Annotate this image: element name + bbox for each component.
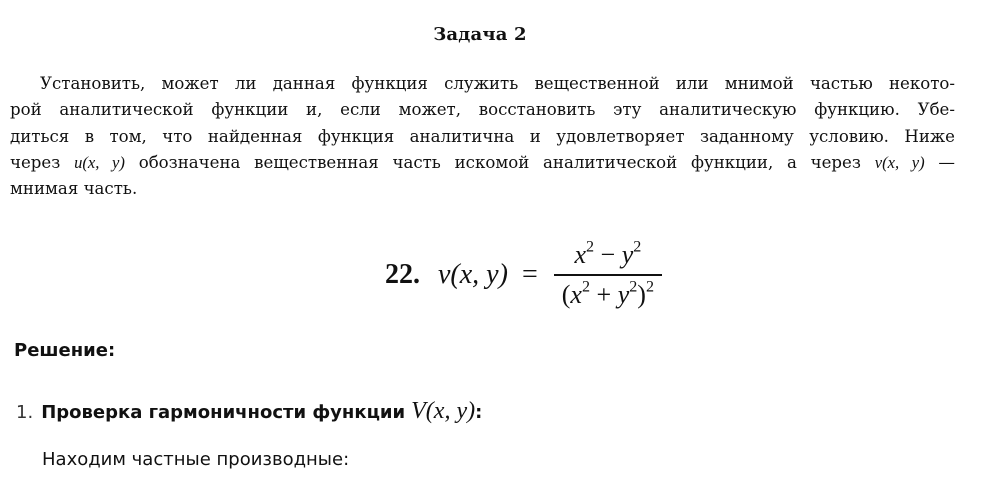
problem-line bbox=[10, 150, 955, 176]
numerator-var: x bbox=[574, 240, 586, 270]
step-description: Находим частные производные: bbox=[42, 449, 350, 470]
numerator-exponent: 2 bbox=[633, 238, 642, 256]
problem-text-segment: через bbox=[10, 152, 61, 172]
equals-sign: = bbox=[521, 259, 538, 290]
formula-lhs: v(x, y) bbox=[438, 259, 508, 290]
plus-sign: + bbox=[590, 279, 618, 309]
problem-statement bbox=[10, 71, 955, 202]
problem-line: Установить, может ли данная функция служить вещественной или мнимой частью некото- bbox=[40, 74, 955, 93]
fraction bbox=[554, 240, 662, 310]
paren-close: ) bbox=[637, 279, 646, 309]
step-colon: : bbox=[475, 402, 483, 423]
denominator-exponent: 2 bbox=[581, 278, 591, 296]
problem-text-segment: — bbox=[938, 152, 955, 172]
solution-step bbox=[16, 398, 482, 425]
problem-text-segment: обозначена вещественная часть искомой аналитической функции, а через bbox=[138, 152, 861, 172]
denominator-exponent: 2 bbox=[629, 278, 638, 296]
numerator-var: y bbox=[621, 240, 634, 270]
given-function-formula bbox=[385, 240, 662, 310]
denominator-var: y bbox=[617, 279, 630, 309]
step-function-symbol: V(x, y) bbox=[411, 398, 476, 424]
problem-line: мнимая часть. bbox=[10, 179, 138, 199]
problem-line: рой аналитической функции и, если может, восстановить эту аналитическую функцию. Убе- bbox=[10, 100, 955, 120]
minus-sign: − bbox=[594, 240, 622, 270]
real-part-symbol: u(x, y) bbox=[74, 152, 125, 172]
solution-heading: Решение: bbox=[14, 340, 116, 361]
denominator-var: x bbox=[570, 279, 582, 309]
imaginary-part-symbol: v(x, y) bbox=[874, 152, 925, 172]
paren-open: ( bbox=[561, 279, 571, 309]
fraction-denominator bbox=[554, 276, 662, 310]
denominator-outer-exponent: 2 bbox=[645, 278, 655, 296]
step-number: 1. bbox=[16, 402, 34, 423]
problem-line: диться в том, что найденная функция аналитична и удовлетворяет заданному условию. Ниже bbox=[10, 126, 955, 146]
step-title: Проверка гармоничности функции bbox=[41, 402, 406, 423]
task-title: Задача 2 bbox=[433, 24, 527, 45]
problem-number: 22. bbox=[385, 259, 420, 290]
numerator-exponent: 2 bbox=[585, 238, 595, 256]
fraction-numerator bbox=[566, 240, 649, 274]
